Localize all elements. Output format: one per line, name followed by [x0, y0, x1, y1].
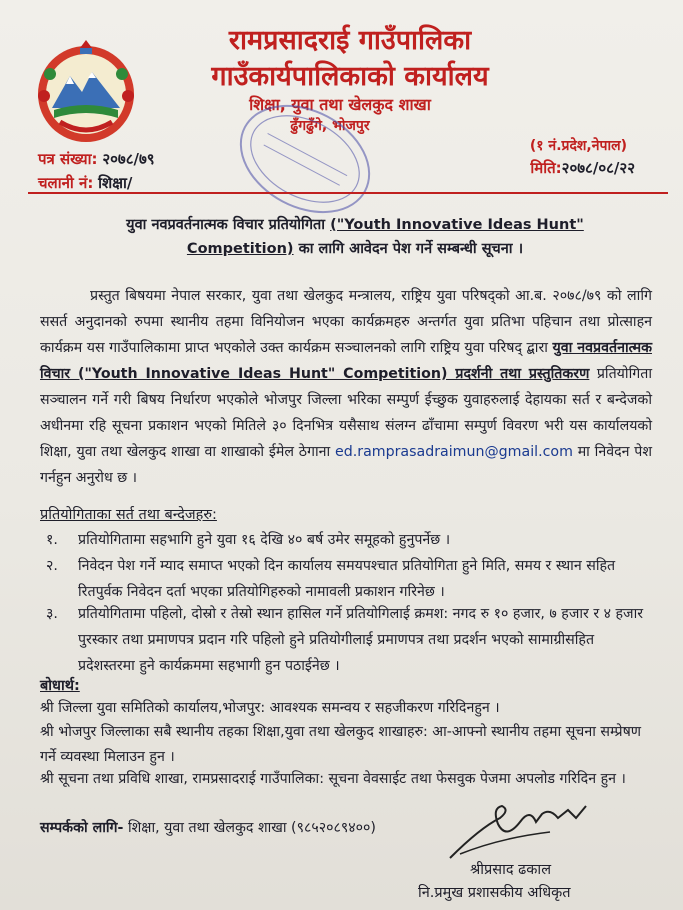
section-name: शिक्षा, युवा तथा खेलकुद शाखा — [249, 95, 431, 114]
condition-text: निवेदन पेश गर्ने म्याद समाप्त भएको दिन कार्यालय समयपश्चात प्रतियोगिता हुने मिति, समय र स्थान सहित रितपुर्वक निवेदन दर्ता भएका प्रतियोगिहरुको नामावली प्रकाशन गरिनेछ । — [78, 558, 616, 600]
cc-line: श्री भोजपुर जिल्लाका सबै स्थानीय तहका शिक्षा,युवा तथा खेलकुद शाखाहरु: आ-आफ्नो स्थानीय तहमा सूचना सम्प्रेषण गर्ने व्यवस्था मिलाउन हुन । — [40, 724, 642, 765]
signer-name: श्रीप्रसाद ढकाल — [470, 862, 552, 878]
body-text-1: प्रस्तुत बिषयमा नेपाल सरकार, युवा तथा खेलकुद मन्त्रालय, राष्ट्रिय युवा परिषद्को आ.ब. २०७८/७९ को लागि ससर्त अनुदानको रुपमा स्थानीय तहमा विनियोजन भएका कार्यक्रमहरु अन्तर्गत युवा प्रतिभा पहिचान तथा प्रोत्साहन कार्यक्रम यस गाउँपालिकामा प्राप्त भएकोले उक्त कार्यक्रम सञ्चालनको लागि राष्ट्रिय युवा परिषद् द्बारा — [40, 288, 652, 356]
reference-number — [38, 149, 155, 169]
cc-line: श्री जिल्ला युवा समितिको कार्यालय,भोजपुर: आवश्यक समन्वय र सहजीकरण गरिदिनहुन । — [40, 700, 500, 716]
cc-heading: बोधार्थ: — [40, 678, 80, 694]
contact-line — [40, 818, 376, 837]
province-label: (१ नं.प्रदेश,नेपाल) — [529, 138, 627, 154]
reference-value: २०७८/७९ — [102, 150, 155, 168]
condition-item — [40, 553, 652, 605]
org-name: रामप्रसादराई गाउँपालिका — [228, 25, 472, 56]
cc-line: श्री सूचना तथा प्रविधि शाखा, रामप्रसादराई गाउँपालिका: सूचना वेवसाईट तथा फेसवुक पेजमा अपलोड गरिदिन हुन । — [40, 771, 626, 787]
subject-part-1: युवा नवप्रवर्तनात्मक विचार प्रतियोगिता — [126, 217, 331, 233]
body-highlight: युवा नवप्रवर्तनात्मक विचार ("Youth Innovative Ideas Hunt" Competition) प्रदर्शनी तथा प्रस्तुतिकरण — [40, 340, 652, 382]
subject-part-2: ("Youth Innovative Ideas Hunt" — [330, 217, 584, 233]
subject-part-4: का लागि आवेदन पेश गर्ने सम्बन्धी सूचना । — [293, 241, 524, 257]
handwritten-signature — [440, 788, 600, 868]
subject-part-3: Competition) — [186, 241, 294, 257]
body-text-2: प्रतियोगिता सञ्चालन गर्ने गरी बिषय निर्धारण भएकोले भोजपुर जिल्ला भरिका सम्पुर्ण ईच्छुक युवाहरुलाई देहायका सर्त र बन्देजको अधीनमा रहि सूचना प्रकाशन भएको मितिले ३० दिनभित्र यसैसाथ संलग्न ढाँचामा सम्पुर्ण विवरण भरी यस कार्यालयको शिक्षा, युवा तथा खेलकुद शाखा वा शाखाको ईमेल ठेगाना — [40, 366, 652, 460]
condition-number: १. — [46, 532, 58, 548]
condition-item — [40, 527, 652, 553]
date — [530, 158, 635, 178]
date-value: २०७८/०८/२२ — [561, 159, 635, 177]
notice-body — [40, 283, 652, 491]
contact-label: सम्पर्कको लागि- — [40, 820, 124, 836]
condition-number: २. — [46, 558, 58, 574]
reference-label: पत्र संख्या: — [38, 150, 98, 168]
date-label: मिति: — [530, 159, 562, 177]
letterhead-divider — [28, 192, 668, 194]
body-text-3: मा निवेदन पेश गर्नहुन अनुरोध छ । — [40, 444, 652, 486]
conditions-heading: प्रतियोगिताका सर्त तथा बन्देजहरु: — [40, 507, 217, 523]
condition-number: ३. — [46, 606, 58, 622]
condition-text: प्रतियोगितामा सहभागि हुने युवा १६ देखि ४० बर्ष उमेर समूहको हुनुपर्नेछ । — [78, 532, 451, 548]
condition-item — [40, 601, 652, 679]
signer-title: नि.प्रमुख प्रशासकीय अधिकृत — [418, 885, 571, 901]
contact-text: शिक्षा, युवा तथा खेलकुद शाखा (९८५२०८९४००) — [123, 820, 376, 836]
dispatch-number — [38, 173, 132, 193]
dispatch-value: शिक्षा/ — [98, 174, 133, 192]
subject-heading — [70, 213, 640, 261]
email-address: ed.ramprasadraimun@gmail.com — [335, 444, 573, 460]
office-address: ढुँगढुँगे, भोजपुर — [290, 118, 370, 134]
condition-text: प्रतियोगितामा पहिलो, दोस्रो र तेस्रो स्थान हासिल गर्ने प्रतियोगिलाई क्रमश: नगद रु १० हजार, ७ हजार र ४ हजार पुरस्कार तथा प्रमाणपत्र प्रदान गरि पहिलो हुने प्रतियोगीलाई प्रमाणपत्र तथा प्रदर्शन भएको सामाग्रीसहित प्रदेशस्तरमा हुने कार्यक्रममा सहभागी हुन पठाईनेछ । — [78, 606, 644, 674]
nepal-emblem-logo — [30, 38, 142, 146]
dispatch-label: चलानी नं: — [38, 174, 94, 192]
office-name: गाउँकार्यपालिकाको कार्यालय — [211, 61, 489, 92]
